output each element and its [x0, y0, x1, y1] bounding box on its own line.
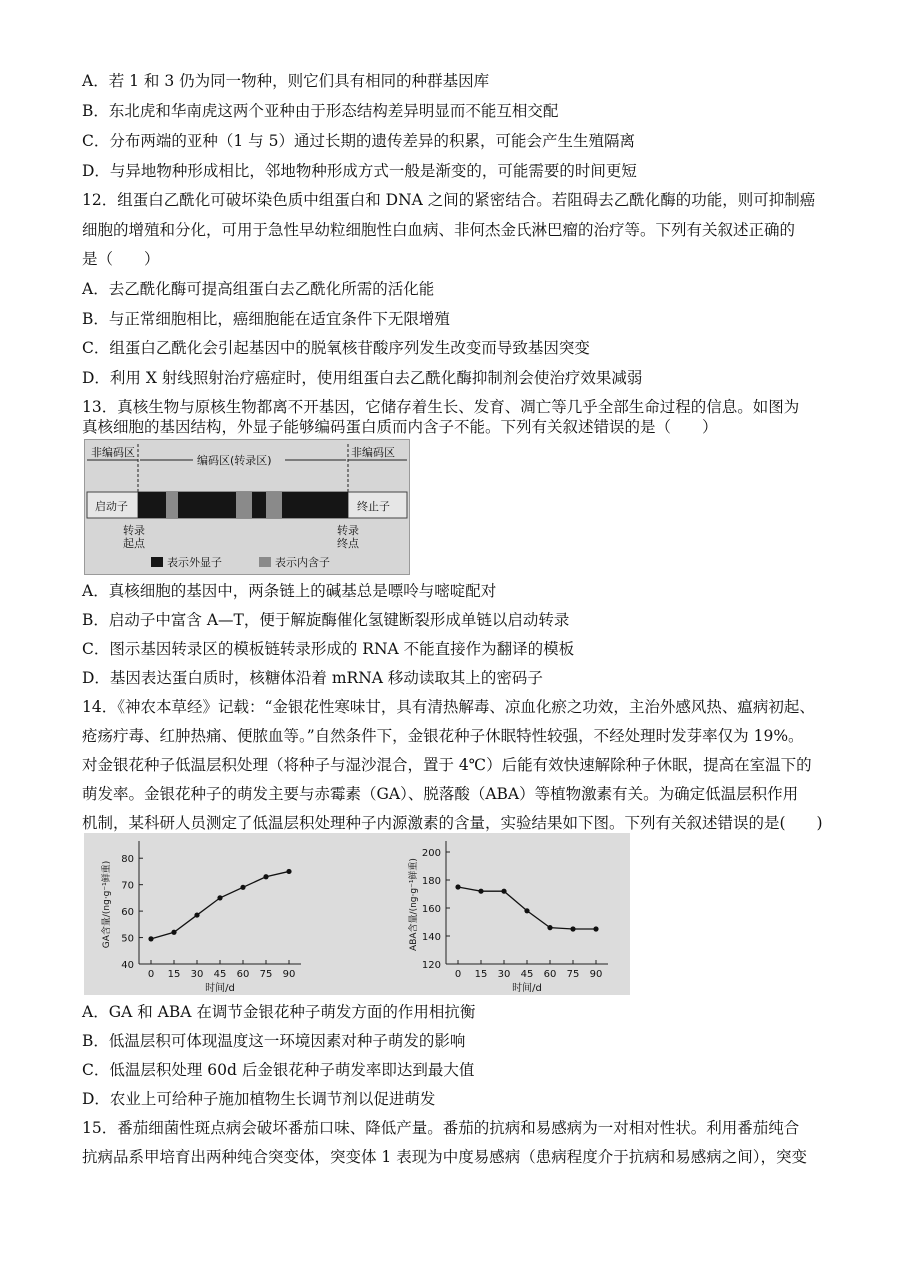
chart2-x-tick-label: 90 [589, 969, 603, 980]
chart2-x-tick-label: 30 [497, 969, 511, 980]
gene-structure-figure [84, 439, 410, 575]
q13-option-c: C．图示基因转录区的模板链转录形成的 RNA 不能直接作为翻译的模板 [82, 640, 575, 658]
chart1-x-tick-label: 90 [282, 969, 296, 980]
tx-end-label-2: 终点 [337, 537, 359, 550]
chart2-x-axis-label: 时间/d [512, 983, 542, 994]
chart1-data-point [217, 895, 222, 900]
chart2-y-axis-label: ABA含量/(ng·g⁻¹鲜重) [409, 858, 419, 951]
q15-stem-line1: 15．番茄细菌性斑点病会破坏番茄口味、降低产量。番茄的抗病和易感病为一对相对性状。利用番茄纯合 [82, 1119, 800, 1137]
chart2-x-tick-label: 60 [543, 969, 557, 980]
q12-option-a: A．去乙酰化酶可提高组蛋白去乙酰化所需的活化能 [82, 280, 435, 298]
q15-stem-line2: 抗病品系甲培育出两种纯合突变体，突变体 1 表现为中度易感病（患病程度介于抗病和易感病之间），突变 [82, 1148, 807, 1166]
q14-option-d: D．农业上可给种子施加植物生长调节剂以促进萌发 [82, 1090, 436, 1108]
chart2-data-point [593, 926, 598, 931]
q11-option-d: D．与异地物种形成相比，邻地物种形成方式一般是渐变的，可能需要的时间更短 [82, 162, 637, 180]
chart1-data-point [148, 936, 153, 941]
chart2-data-point [455, 884, 460, 889]
q13-option-a: A．真核细胞的基因中，两条链上的碱基总是嘌呤与嘧啶配对 [82, 582, 497, 600]
noncoding-right-label: 非编码区 [351, 446, 395, 459]
chart1-series-line [151, 871, 289, 938]
coding-region-label: 编码区(转录区) [197, 454, 272, 467]
q12-option-d: D．利用 X 射线照射治疗癌症时，使用组蛋白去乙酰化酶抑制剂会使治疗效果减弱 [82, 369, 643, 387]
q14-stem-line2: 疮疡疔毒、红肿热痛、便脓血等。”自然条件下，金银花种子休眠特性较强，不经处理时发芽率仅为 19%。 [82, 727, 804, 745]
promoter-label: 启动子 [95, 500, 128, 513]
chart2-series-line [458, 887, 596, 929]
chart2-y-tick-label: 200 [421, 848, 441, 859]
chart1-y-tick-label: 70 [121, 880, 134, 892]
chart1-data-point [286, 869, 291, 874]
chart2-data-point [570, 926, 575, 931]
chart2-data-point [524, 908, 529, 913]
chart2-y-tick-label: 160 [421, 904, 441, 915]
hormone-charts-figure [84, 833, 630, 995]
q11-option-b: B．东北虎和华南虎这两个亚种由于形态结构差异明显而不能互相交配 [82, 102, 559, 120]
q12-stem-line2: 细胞的增殖和分化，可用于急性早幼粒细胞性白血病、非何杰金氏淋巴瘤的治疗等。下列有关叙述正确的 [82, 221, 796, 239]
chart2-x-tick-label: 45 [520, 969, 534, 980]
q14-stem-line3: 对金银花种子低温层积处理（将种子与湿沙混合，置于 4℃）后能有效快速解除种子休眠，提高在室温下的 [82, 756, 812, 774]
q13-stem-line2: 真核细胞的基因结构，外显子能够编码蛋白质而内含子不能。下列有关叙述错误的是（ ） [82, 418, 718, 436]
chart2-data-point [478, 889, 483, 894]
chart2-data-point [547, 925, 552, 930]
noncoding-left-label: 非编码区 [91, 446, 135, 459]
q14-option-a: A．GA 和 ABA 在调节金银花种子萌发方面的作用相抗衡 [82, 1003, 476, 1021]
legend-intron-label: 表示内含子 [275, 556, 330, 569]
q13-stem-line1: 13．真核生物与原核生物都离不开基因，它储存着生长、发育、凋亡等几乎全部生命过程的信息。如图为 [82, 398, 800, 416]
chart2-y-tick-label: 120 [421, 960, 441, 971]
chart2-x-tick-label: 75 [566, 969, 580, 980]
legend-intron-swatch [259, 557, 271, 567]
q12-stem-line3: 是（ ） [82, 250, 160, 268]
chart1-data-point [263, 874, 268, 879]
q12-option-b: B．与正常细胞相比，癌细胞能在适宜条件下无限增殖 [82, 310, 450, 328]
q12-stem-line1: 12．组蛋白乙酰化可破坏染色质中组蛋白和 DNA 之间的紧密结合。若阻碍去乙酰化酶的功能，则可抑制癌 [82, 191, 816, 209]
q14-option-b: B．低温层积可体现温度这一环境因素对种子萌发的影响 [82, 1032, 466, 1050]
q11-option-a: A．若 1 和 3 仍为同一物种，则它们具有相同的种群基因库 [82, 72, 490, 90]
terminator-label: 终止子 [357, 500, 390, 513]
chart1-x-tick-label: 60 [236, 969, 250, 980]
hormone-charts-svg [84, 833, 630, 995]
chart1-y-tick-label: 60 [121, 907, 134, 919]
q14-stem-line5: 机制，某科研人员测定了低温层积处理种子内源激素的含量，实验结果如下图。下列有关叙述错误的是( ) [82, 814, 823, 832]
q13-option-d: D．基因表达蛋白质时，核糖体沿着 mRNA 移动读取其上的密码子 [82, 669, 543, 687]
chart1-y-tick-label: 80 [121, 854, 134, 866]
tx-end-label-1: 转录 [337, 524, 359, 537]
chart1-y-tick-label: 40 [121, 960, 134, 971]
chart1-x-tick-label: 0 [147, 969, 155, 980]
chart1-data-point [194, 912, 199, 917]
tx-start-label-2: 起点 [123, 537, 145, 550]
chart1-x-tick-label: 45 [213, 969, 227, 980]
chart1-x-tick-label: 30 [190, 969, 204, 980]
chart2-x-tick-label: 0 [454, 969, 462, 980]
chart2-y-tick-label: 180 [421, 876, 441, 887]
chart2-y-tick-label: 140 [421, 932, 441, 943]
legend-exon-swatch [151, 557, 163, 567]
legend-exon-label: 表示外显子 [167, 556, 222, 569]
q13-option-b: B．启动子中富含 A—T，便于解旋酶催化氢键断裂形成单链以启动转录 [82, 611, 570, 629]
q14-stem-line1: 14．《神农本草经》记载：“金银花性寒味甘，具有清热解毒、凉血化瘀之功效，主治外感风热、瘟病初起、 [82, 698, 815, 716]
q14-stem-line4: 萌发率。金银花种子的萌发主要与赤霉素（GA）、脱落酸（ABA）等植物激素有关。为确定低温层积作用 [82, 785, 799, 803]
chart1-x-tick-label: 75 [259, 969, 273, 980]
chart1-x-axis-label: 时间/d [205, 983, 235, 994]
chart1-y-tick-label: 50 [121, 933, 134, 945]
q12-option-c: C．组蛋白乙酰化会引起基因中的脱氧核苷酸序列发生改变而导致基因突变 [82, 339, 590, 357]
chart1-data-point [171, 930, 176, 935]
chart1-data-point [240, 885, 245, 890]
tx-start-label-1: 转录 [123, 524, 145, 537]
q14-option-c: C．低温层积处理 60d 后金银花种子萌发率即达到最大值 [82, 1061, 475, 1079]
chart1-y-axis-label: GA含量/(ng·g⁻¹鲜重) [102, 860, 112, 949]
chart1-x-tick-label: 15 [167, 969, 181, 980]
chart2-data-point [501, 889, 506, 894]
q11-option-c: C．分布两端的亚种（1 与 5）通过长期的遗传差异的积累，可能会产生生殖隔离 [82, 132, 635, 150]
chart2-x-tick-label: 15 [474, 969, 488, 980]
